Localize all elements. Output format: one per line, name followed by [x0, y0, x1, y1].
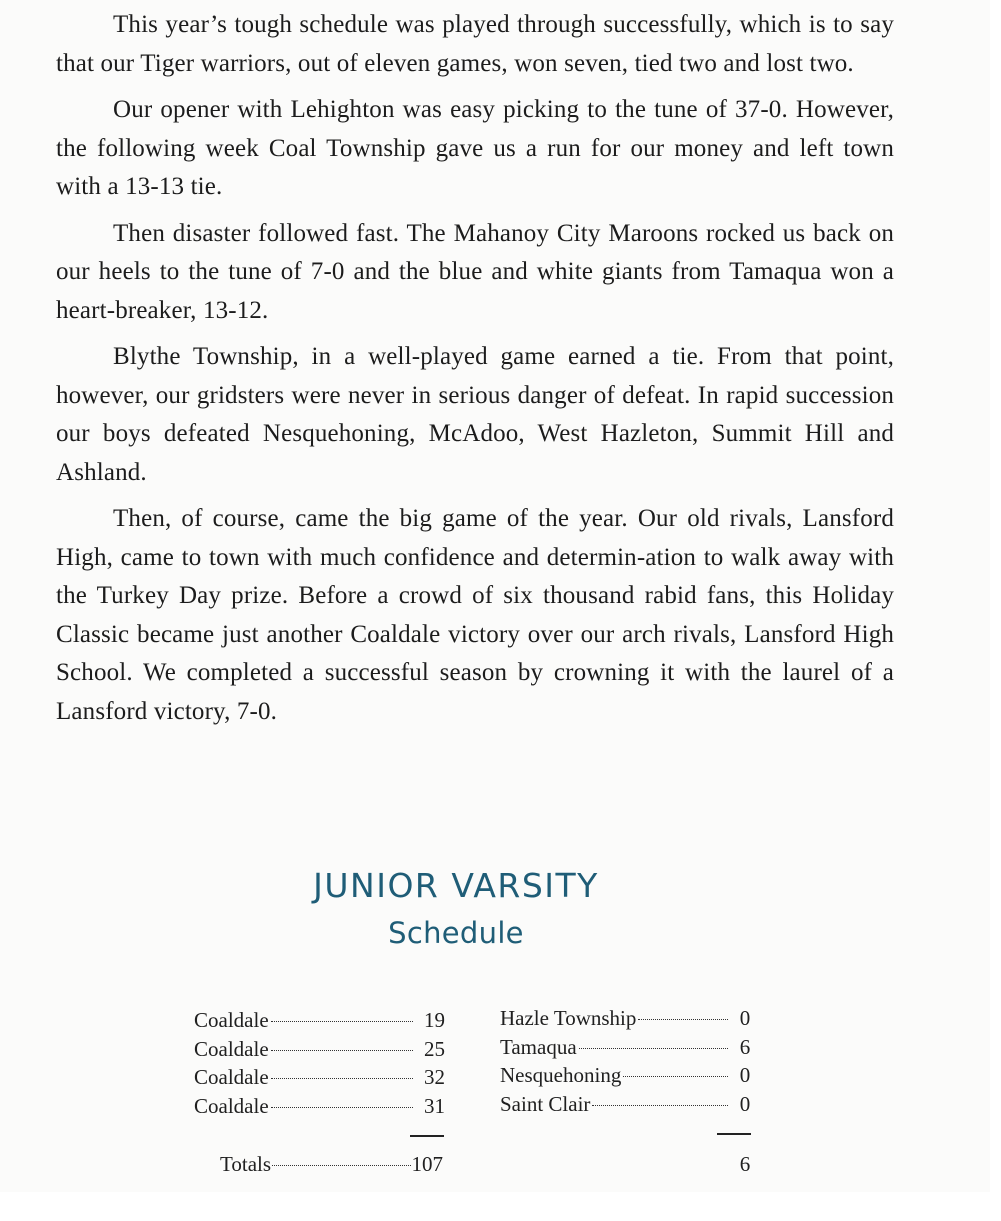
home-scores-column	[194, 1008, 445, 1122]
opponent-name: Saint Clair	[500, 1091, 591, 1116]
opponent-name: Nesquehoning	[500, 1063, 622, 1087]
section-subtitle: Schedule	[388, 916, 524, 950]
home-score: 32	[424, 1065, 445, 1089]
dot-leader	[272, 1165, 410, 1166]
section-title: JUNIOR VARSITY	[313, 866, 599, 905]
totals-home-score: 107	[411, 1152, 443, 1176]
dot-leader	[271, 1078, 413, 1079]
dot-leader	[623, 1076, 728, 1077]
paragraph: Blythe Township, in a well-played game earned a tie. From that point, however, our gridsters were never in serious danger of defeat. In rapid succession our boys defeated Nesquehoning, McAdoo, West Hazleton, Summit Hill and Ashland.	[56, 343, 894, 486]
dot-leader	[271, 1050, 413, 1051]
scan-margin	[990, 0, 1001, 1221]
scan-margin	[0, 1192, 1001, 1221]
opponent-score: 6	[739, 1034, 751, 1059]
home-team-name: Coaldale	[194, 1093, 269, 1118]
schedule-row	[500, 1035, 756, 1064]
totals-rule	[410, 1135, 444, 1137]
dot-leader	[271, 1107, 413, 1108]
opponent-score: 0	[739, 1063, 751, 1087]
dot-leader	[271, 1021, 413, 1022]
home-team-name: Coaldale	[194, 1065, 269, 1089]
schedule-row	[194, 1065, 445, 1094]
totals-rule	[717, 1133, 751, 1135]
opponent-score: 0	[739, 1006, 751, 1030]
home-team-name: Coaldale	[194, 1036, 269, 1061]
opponent-score: 0	[739, 1091, 751, 1116]
totals-opponent-score: 6	[739, 1152, 751, 1176]
totals-row	[220, 1152, 443, 1177]
schedule-row	[194, 1094, 445, 1123]
schedule-row	[194, 1008, 445, 1037]
paragraph: Our opener with Lehighton was easy picking to the tune of 37-0. However, the following week Coal Township gave us a run for our money and left town with a 13-13 tie.	[56, 96, 894, 200]
article-text	[56, 6, 894, 739]
dot-leader	[592, 1105, 728, 1106]
totals-label: Totals	[220, 1152, 272, 1176]
dot-leader	[638, 1019, 728, 1020]
dot-leader	[579, 1048, 728, 1049]
opponent-name: Tamaqua	[500, 1034, 577, 1059]
home-score: 25	[424, 1036, 445, 1061]
schedule-row	[500, 1092, 756, 1121]
schedule-row	[500, 1063, 756, 1092]
paragraph: This year’s tough schedule was played through successfully, which is to say that our Tiger warriors, out of eleven games, won seven, tied two and lost two.	[56, 11, 894, 77]
opponent-scores-column	[500, 1006, 756, 1120]
home-score: 19	[424, 1008, 445, 1032]
home-score: 31	[424, 1093, 445, 1118]
paragraph: Then, of course, came the big game of the year. Our old rivals, Lansford High, came to town with much confidence and determin-ation to walk away with the Turkey Day prize. Before a crowd of six thousand rabid fans, this Holiday Classic became just another Coaldale victory over our arch rivals, Lansford High School. We completed a successful season by crowning it with the laurel of a Lansford victory, 7-0.	[56, 505, 894, 725]
opponent-name: Hazle Township	[500, 1006, 637, 1030]
home-team-name: Coaldale	[194, 1008, 269, 1032]
schedule-row	[500, 1006, 756, 1035]
schedule-row	[194, 1037, 445, 1066]
paragraph: Then disaster followed fast. The Mahanoy City Maroons rocked us back on our heels to the tune of 7-0 and the blue and white giants from Tamaqua won a heart-breaker, 13-12.	[56, 219, 894, 324]
